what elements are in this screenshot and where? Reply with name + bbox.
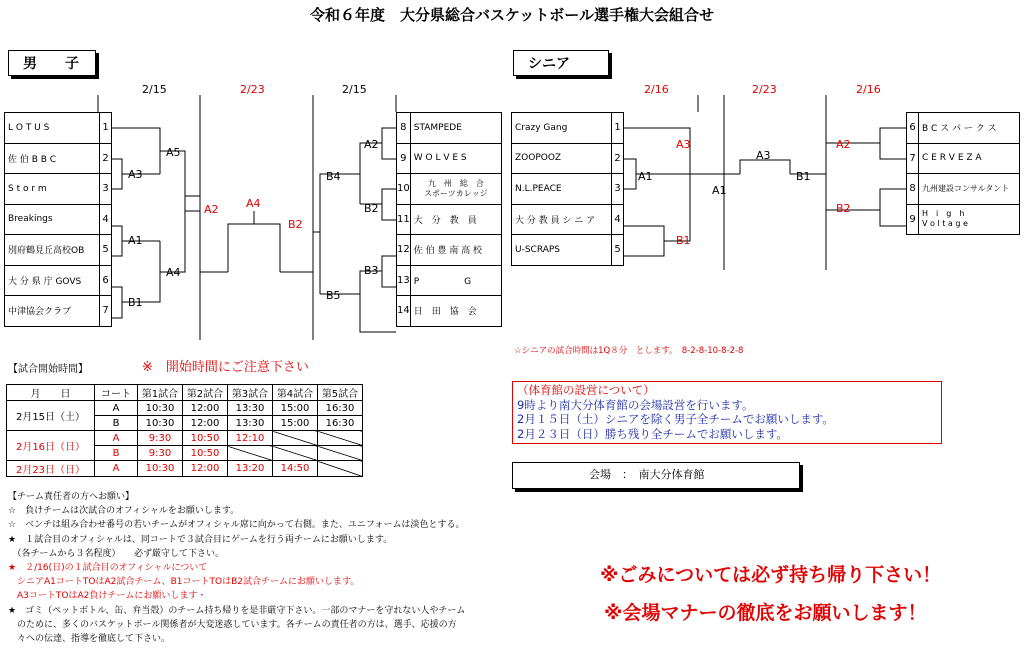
- senior-time-note: ☆シニアの試合時間は1Q８分 とします。 8-2-8-10-8-2-8: [514, 346, 744, 356]
- team-name-line2: スポーツカレッジ: [424, 188, 488, 198]
- table-cell: B: [95, 416, 138, 431]
- team-name: 別府鶴見丘高校OB: [5, 235, 100, 266]
- team-name: S t o r m: [5, 174, 100, 205]
- game-label: A4: [246, 197, 261, 210]
- table-cell: A: [95, 401, 138, 416]
- game-label: B1: [128, 296, 143, 309]
- game-label: B3: [364, 264, 379, 277]
- manners-appeal: ※会場マナーの徹底をお願いします！: [604, 602, 927, 624]
- table-header: 第1試合: [138, 385, 183, 401]
- game-label: A3: [128, 168, 143, 181]
- table-cell: 15:00: [273, 416, 318, 431]
- team-name: Crazy Gang: [512, 113, 612, 144]
- notes-line: ☆ 負けチームは次試合のオフィシャルをお願いします。: [8, 506, 240, 517]
- table-header: コート: [95, 385, 138, 401]
- team-name: [919, 204, 1020, 235]
- team-name: 大 分 教 員: [410, 204, 501, 235]
- table-header: 第2試合: [183, 385, 228, 401]
- table-cell-slashed: [318, 431, 363, 446]
- table-row: [512, 113, 624, 144]
- team-number: 1: [100, 113, 112, 144]
- notes-line: ★ １試合目のオフィシャルは、同コートで３試合目にゲームを行う両チームにお願いします。: [8, 534, 393, 545]
- team-name: 佐 伯 B B C: [5, 143, 100, 174]
- team-number: 5: [612, 235, 624, 266]
- table-row: [907, 174, 1020, 205]
- team-name: 九州建設コンサルタント: [919, 174, 1020, 205]
- mens-date-right: 2/15: [342, 83, 367, 96]
- team-name: STAMPEDE: [410, 113, 501, 144]
- table-cell: 10:30: [138, 401, 183, 416]
- team-number: 3: [100, 174, 112, 205]
- table-cell: B: [95, 446, 138, 461]
- schedule-warning: ※ 開始時間にご注意下さい: [142, 360, 309, 375]
- table-row: [907, 143, 1020, 174]
- team-number: 8: [397, 113, 411, 144]
- game-label: A2: [364, 138, 379, 151]
- table-cell: 16:30: [318, 416, 363, 431]
- table-cell: 2月16日（日）: [7, 431, 95, 461]
- team-name: P G: [410, 265, 501, 296]
- game-label: B2: [364, 202, 379, 215]
- team-number: 4: [612, 204, 624, 235]
- table-cell: 15:00: [273, 401, 318, 416]
- team-name-line1: 九 州 総 合: [427, 178, 484, 188]
- notes-line: 々への伝達、指導を徹底して下さい。: [8, 634, 171, 645]
- mens-section-label: 男 子: [8, 50, 96, 76]
- game-label: A3: [676, 138, 691, 151]
- game-label: A3: [756, 149, 771, 162]
- team-name-line1: H i g h: [922, 209, 965, 219]
- game-label: A1: [712, 184, 727, 197]
- table-row: [512, 143, 624, 174]
- team-number: 5: [100, 235, 112, 266]
- game-label: B2: [288, 218, 303, 231]
- table-header: 第3試合: [228, 385, 273, 401]
- table-cell: 12:00: [183, 401, 228, 416]
- team-name: U-SCRAPS: [512, 235, 612, 266]
- gym-setup-line: 2月１５日（土）シニアを除く男子全チームでお願いします。: [517, 412, 834, 426]
- team-name: 大 分 県 庁 GOVS: [5, 265, 100, 296]
- table-row: [7, 401, 363, 416]
- game-label: B5: [326, 289, 341, 302]
- team-number: 7: [100, 296, 112, 327]
- team-name: N.L.PEACE: [512, 174, 612, 205]
- table-cell-slashed: [273, 431, 318, 446]
- team-name: B C ス パ ー ク ス: [919, 113, 1020, 144]
- game-label: A4: [166, 266, 181, 279]
- table-row: [512, 235, 624, 266]
- team-number: 8: [907, 174, 919, 205]
- table-row: [512, 204, 624, 235]
- gym-setup-heading: （体育館の設営について）: [517, 383, 655, 397]
- game-label: A2: [836, 138, 851, 151]
- table-cell: 16:30: [318, 401, 363, 416]
- table-cell: 14:50: [273, 461, 318, 477]
- team-number: 1: [612, 113, 624, 144]
- team-name: 大 分 教 員 シ ニ ア: [512, 204, 612, 235]
- team-number: 9: [907, 204, 919, 235]
- table-row: [907, 113, 1020, 144]
- table-cell: 13:30: [228, 416, 273, 431]
- table-cell: A: [95, 431, 138, 446]
- page-title: 令和６年度 大分県総合バスケットボール選手権大会組合せ: [310, 6, 714, 24]
- table-cell: 2月23日（日）: [7, 461, 95, 477]
- team-number: 9: [397, 143, 411, 174]
- garbage-appeal: ※ごみについては必ず持ち帰り下さい！: [600, 564, 942, 586]
- game-label: A1: [128, 234, 143, 247]
- senior-section-label: シニア: [513, 50, 609, 76]
- team-number: 3: [612, 174, 624, 205]
- schedule-table: [6, 384, 363, 477]
- team-number: 13: [397, 265, 411, 296]
- schedule-heading: 【試合開始時間】: [8, 364, 88, 375]
- table-row: [7, 385, 363, 401]
- team-name: L O T U S: [5, 113, 100, 144]
- team-number: 2: [100, 143, 112, 174]
- team-name: W O L V E S: [410, 143, 501, 174]
- table-cell: 13:30: [228, 401, 273, 416]
- game-label: A5: [166, 146, 181, 159]
- table-row: [7, 461, 363, 477]
- table-header: 第5試合: [318, 385, 363, 401]
- table-row: [7, 431, 363, 446]
- table-row: [907, 204, 1020, 235]
- gym-setup-line: 9時より南大分体育館の会場設営を行います。: [517, 397, 754, 412]
- venue-box: 会場 ： 南大分体育館: [512, 462, 800, 489]
- game-label: B1: [676, 234, 691, 247]
- game-label: B4: [326, 170, 341, 183]
- team-number: 11: [397, 204, 411, 235]
- team-name: ZOOPOOZ: [512, 143, 612, 174]
- table-cell-slashed: [318, 461, 363, 477]
- senior-right-team-table: [906, 112, 1020, 235]
- game-label: A2: [204, 203, 219, 216]
- team-number: 12: [397, 235, 411, 266]
- table-row: [512, 174, 624, 205]
- game-label: B1: [796, 170, 811, 183]
- table-cell: 13:20: [228, 461, 273, 477]
- table-cell: 12:00: [183, 461, 228, 477]
- table-cell: 10:50: [183, 446, 228, 461]
- team-number: 10: [397, 174, 411, 205]
- notes-line: ★ ２/16(日)の１試合目のオフィシャルについて: [8, 563, 208, 574]
- game-label: A1: [638, 170, 653, 183]
- game-label: B2: [836, 202, 851, 215]
- table-cell: 10:30: [138, 416, 183, 431]
- table-header: 月 日: [7, 385, 95, 401]
- team-name: Breakings: [5, 204, 100, 235]
- notes-line: シニアA1コートTOはA2試合チーム、B1コートTOはB2試合チームにお願いします。: [8, 577, 360, 588]
- mens-date-final: 2/23: [240, 83, 265, 96]
- team-number: 6: [100, 265, 112, 296]
- team-name: C E R V E Z A: [919, 143, 1020, 174]
- notes-line: ★ ゴミ（ペットボトル、缶、弁当殻）のチーム持ち帰りを是非厳守下さい。一部のマナーを守れない人やチーム: [8, 605, 466, 616]
- notes-heading: 【チーム責任者の方へお願い】: [8, 492, 135, 502]
- team-number: 14: [397, 296, 411, 327]
- table-cell: 10:50: [183, 431, 228, 446]
- notes-line: A3コートTOはA2負けチームにお願いします・: [8, 591, 207, 602]
- table-cell: 9:30: [138, 446, 183, 461]
- team-name-line2: V o l t a g e: [922, 219, 968, 229]
- gym-setup-box: [512, 381, 942, 444]
- table-cell: 12:10: [228, 431, 273, 446]
- mens-date-left: 2/15: [142, 83, 167, 96]
- team-number: 2: [612, 143, 624, 174]
- team-name: 佐 伯 豊 南 高 校: [410, 235, 501, 266]
- team-name: 日 田 協 会: [410, 296, 501, 327]
- notes-line: のために、多くのバスケットボール関係者が大変迷惑しています。各チームの責任者の方は、選手、応援の方: [8, 619, 457, 630]
- gym-setup-line: 2月２３日（日）勝ち残り全チームでお願いします。: [517, 426, 788, 441]
- table-cell: 12:00: [183, 416, 228, 431]
- senior-date-right: 2/16: [856, 83, 881, 96]
- team-number: 4: [100, 204, 112, 235]
- team-number: 7: [907, 143, 919, 174]
- senior-left-team-table: [511, 112, 624, 266]
- table-cell: 2月15日（土）: [7, 401, 95, 431]
- table-cell-slashed: [273, 446, 318, 461]
- notes-line: （各チームから３名程度） 必ず厳守して下さい。: [8, 548, 225, 559]
- table-cell: A: [95, 461, 138, 477]
- team-number: 6: [907, 113, 919, 144]
- team-name: 中津協会クラブ: [5, 296, 100, 327]
- table-header: 第4試合: [273, 385, 318, 401]
- senior-date-final: 2/23: [752, 83, 777, 96]
- table-cell: 10:30: [138, 461, 183, 477]
- notes-block: [8, 490, 518, 646]
- table-cell: 9:30: [138, 431, 183, 446]
- senior-date-left: 2/16: [644, 83, 669, 96]
- notes-line: ☆ ベンチは組み合わせ番号の若いチームがオフィシャル席に向かって右側。また、ユニフォームは淡色とする。: [8, 520, 465, 531]
- table-cell-slashed: [228, 446, 273, 461]
- table-cell-slashed: [318, 446, 363, 461]
